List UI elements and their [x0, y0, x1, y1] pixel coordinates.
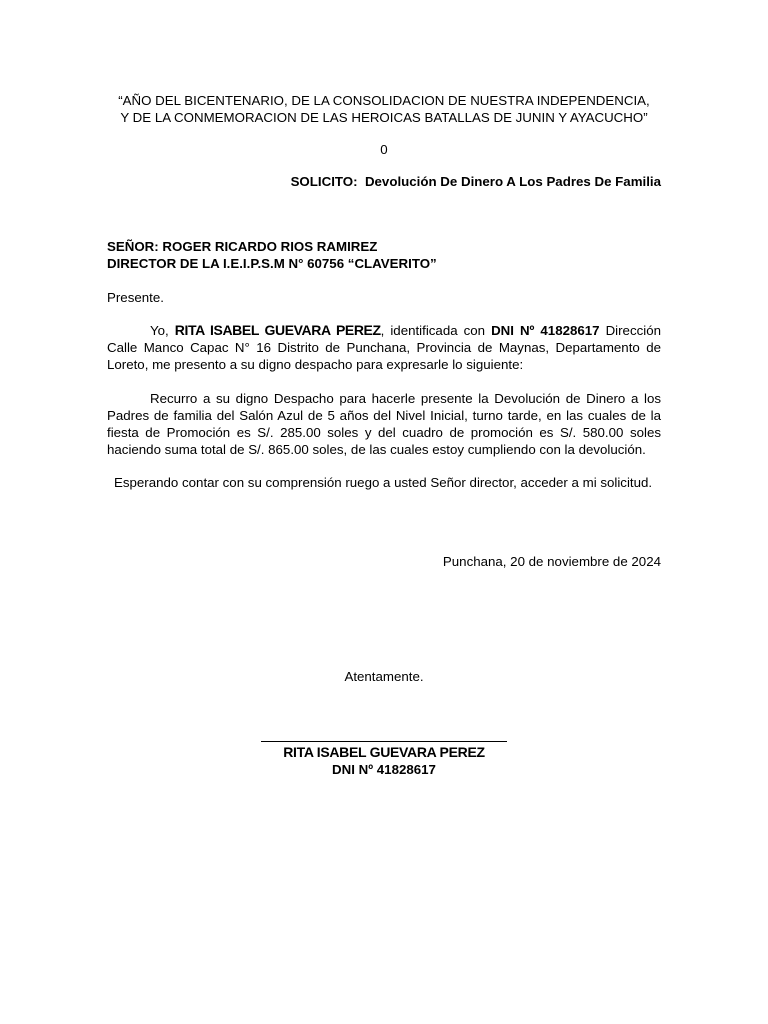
- paragraph-request: Recurro a su digno Despacho para hacerle presente la Devolución de Dinero a los Padres de familia del Salón Azul de 5 años del Nivel Inicial, turno tarde, en las cuales de la fiesta de Promoción es S/. 285.00 soles y del cuadro de promoción es S/. 580.00 soles haciendo suma total de S/. 865.00 soles, de las cuales estoy cumpliendo con la devolución.: [107, 391, 661, 457]
- paragraph-identification: [107, 322, 661, 373]
- farewell: Atentamente.: [344, 669, 424, 684]
- p1-yo: Yo,: [150, 323, 175, 338]
- greeting: Presente.: [107, 290, 164, 305]
- year-motto: [107, 92, 661, 126]
- year-motto-line-2: Y DE LA CONMEMORACION DE LAS HEROICAS BATALLAS DE JUNIN Y AYACUCHO”: [120, 110, 648, 125]
- document-number: 0: [380, 142, 388, 157]
- p1-rest: Dirección Calle Manco Capac N° 16 Distrito de Punchana, Provincia de Maynas, Departamento de Loreto, me presento a su digno despacho para expresarle lo siguiente:: [107, 323, 661, 372]
- signature-block: [107, 741, 661, 778]
- subject-label: SOLICITO:: [290, 174, 358, 189]
- year-motto-line-1: “AÑO DEL BICENTENARIO, DE LA CONSOLIDACION DE NUESTRA INDEPENDENCIA,: [118, 93, 650, 108]
- recipient-name: SEÑOR: ROGER RICARDO RIOS RAMIREZ: [107, 239, 378, 254]
- subject-line: [107, 173, 661, 190]
- letter-page: [107, 92, 661, 778]
- recipient-title: DIRECTOR DE LA I.E.I.P.S.M N° 60756 “CLAVERITO”: [107, 256, 437, 271]
- recipient-block: [107, 238, 661, 272]
- paragraph-closing: Esperando contar con su comprensión ruego a usted Señor director, acceder a mi solicitud.: [114, 475, 653, 490]
- signer-name: RITA ISABEL GUEVARA PEREZ: [283, 744, 485, 760]
- signer-dni: DNI Nº 41828617: [332, 762, 436, 777]
- applicant-dni: DNI Nº 41828617: [491, 323, 600, 338]
- place-date: Punchana, 20 de noviembre de 2024: [442, 554, 661, 569]
- signature-line: [261, 741, 507, 742]
- subject-text: Devolución De Dinero A Los Padres De Familia: [364, 174, 661, 189]
- applicant-name: RITA ISABEL GUEVARA PEREZ: [174, 322, 381, 338]
- p1-mid: , identificada con: [380, 323, 492, 338]
